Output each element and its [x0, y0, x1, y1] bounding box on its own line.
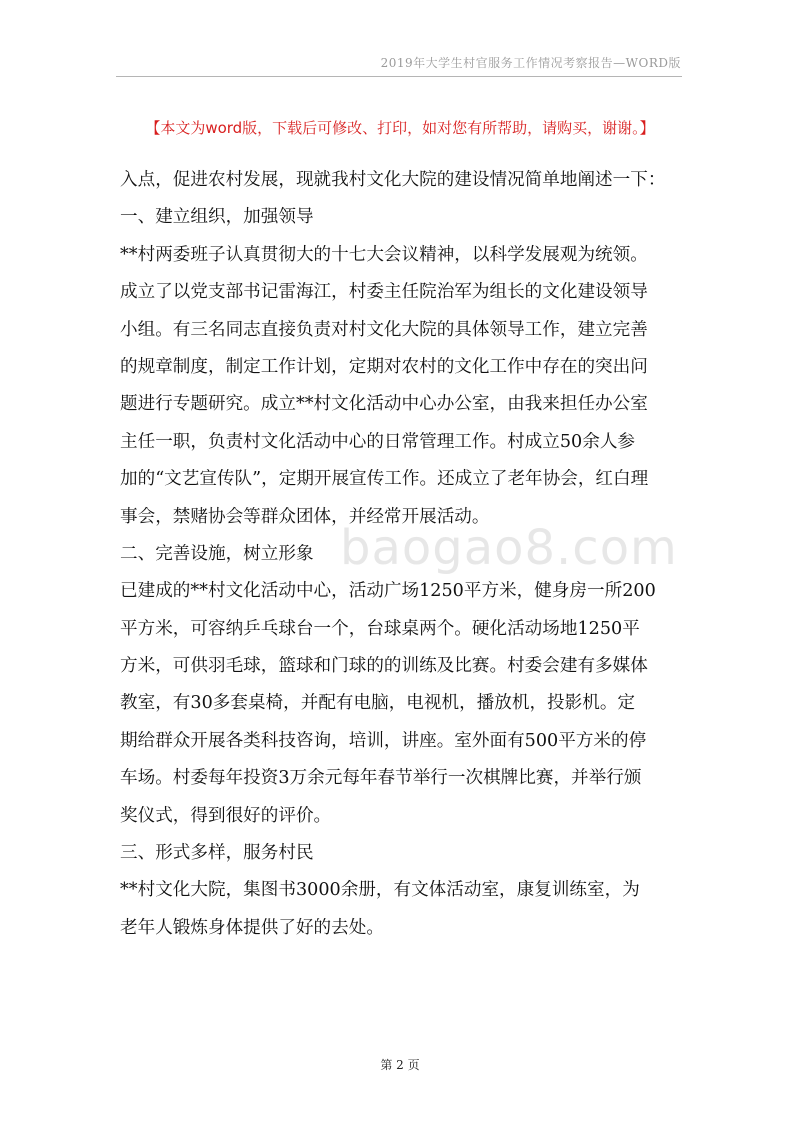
- body-line: 期给群众开展各类科技咨询，培训，讲座。室外面有500平方米的停: [120, 730, 647, 751]
- body-line: 成立了以党支部书记雷海江，村委主任院治军为组长的文化建设领导: [120, 282, 648, 303]
- section-heading: 二、完善设施，树立形象: [120, 543, 314, 564]
- body-line: 小组。有三名同志直接负责对村文化大院的具体领导工作，建立完善: [120, 319, 648, 340]
- page-number: 第 2 页: [380, 1058, 420, 1072]
- body-line: 入点，促进农村发展，现就我村文化大院的建设情况简单地阐述一下：: [120, 170, 666, 190]
- body-line: **村两委班子认真贯彻大的十七大会议精神，以科学发展观为统领。: [120, 244, 648, 265]
- section-heading: 三、形式多样，服务村民: [120, 843, 314, 864]
- page-header-title: 2019年大学生村官服务工作情况考察报告—WORD版: [380, 56, 681, 70]
- body-line: 奖仪式，得到很好的评价。: [120, 805, 332, 826]
- purchase-notice: 【本文为word版，下载后可修改、打印，如对您有所帮助，请购买，谢谢。】: [145, 119, 655, 137]
- body-line: 题进行专题研究。成立**村文化活动中心办公室，由我来担任办公室: [120, 394, 648, 415]
- header-divider: [116, 76, 682, 77]
- body-line: 的规章制度，制定工作计划，定期对农村的文化工作中存在的突出问: [120, 356, 648, 377]
- body-line: **村文化大院，集图书3000余册，有文体活动室，康复训练室，为: [120, 880, 640, 901]
- body-line: 事会，禁赌协会等群众团体，并经常开展活动。: [120, 506, 490, 527]
- watermark: baogao8.com: [340, 520, 678, 576]
- section-heading: 一、建立组织，加强领导: [120, 207, 314, 228]
- body-line: 已建成的**村文化活动中心，活动广场1250平方米，健身房一所200: [120, 581, 656, 602]
- body-line: 平方米，可容纳乒乓球台一个，台球桌两个。硬化活动场地1250平: [120, 618, 640, 639]
- body-line: 方米，可供羽毛球，篮球和门球的的训练及比赛。村委会建有多媒体: [120, 656, 648, 677]
- body-line: 主任一职，负责村文化活动中心的日常管理工作。村成立50余人参: [120, 431, 636, 452]
- body-line: 车场。村委每年投资3万余元每年春节举行一次棋牌比赛，并举行颁: [120, 768, 642, 789]
- body-line: 教室，有30多套桌椅，并配有电脑，电视机，播放机，投影机。定: [120, 693, 636, 714]
- body-line: 老年人锻炼身体提供了好的去处。: [120, 917, 384, 938]
- document-body: [120, 162, 682, 947]
- body-line: 加的“文艺宣传队”，定期开展宣传工作。还成立了老年协会，红白理: [120, 469, 649, 490]
